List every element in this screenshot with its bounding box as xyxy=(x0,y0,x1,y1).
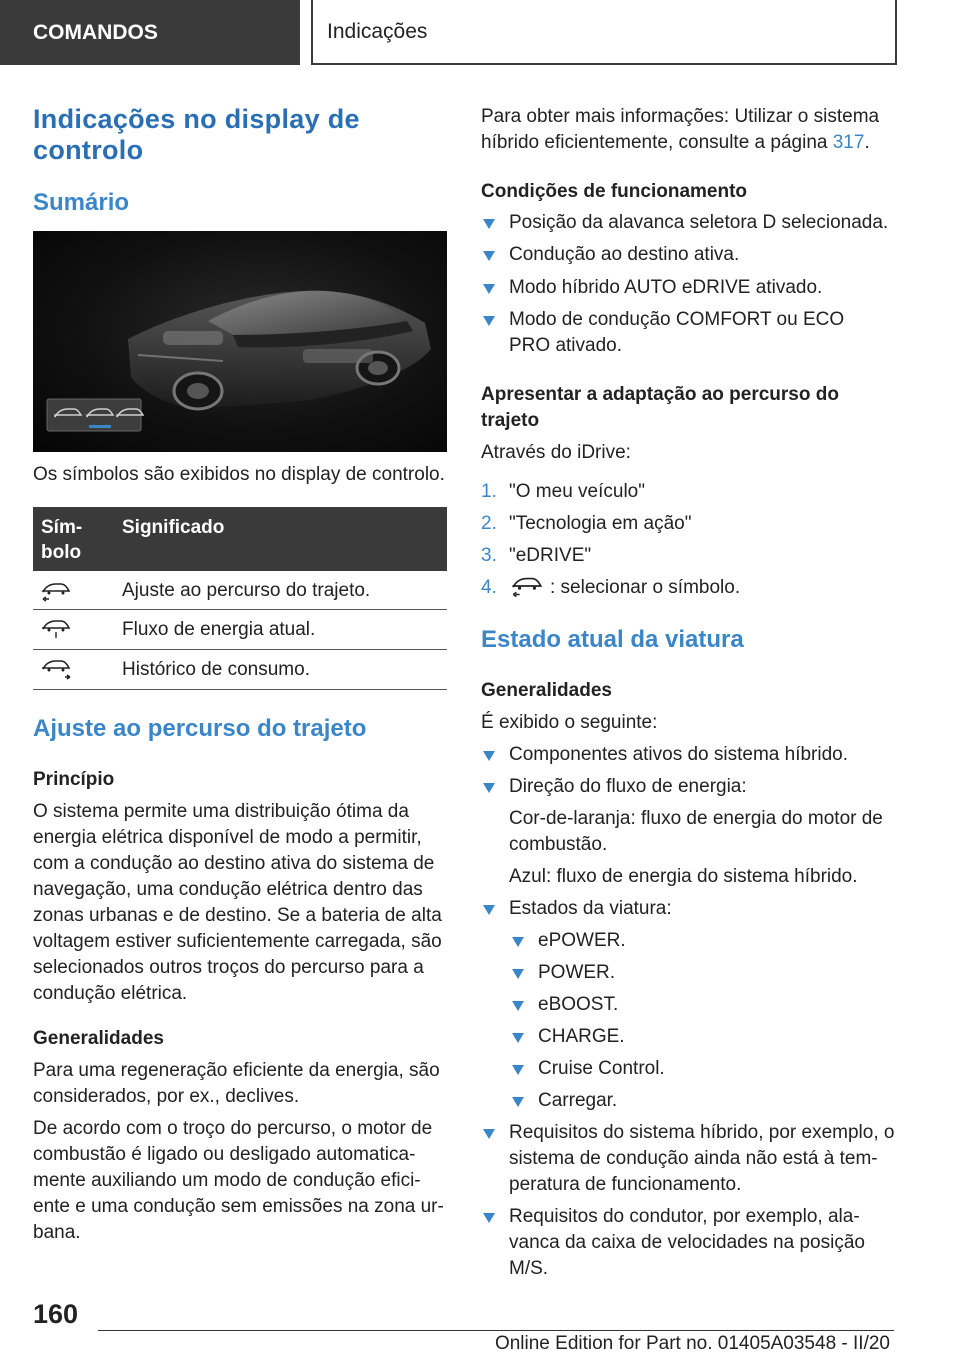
header-symbol-line1: Sím- xyxy=(41,517,83,538)
text-line: ente e uma condução sem emissões na zona ur- xyxy=(33,1196,444,1217)
table-row xyxy=(33,571,447,610)
exibido-text: É exibido o seguinte: xyxy=(481,712,658,733)
bullet-triangle-icon xyxy=(512,1097,524,1107)
section-tab: COMANDOS xyxy=(0,0,300,65)
text-line xyxy=(481,130,879,156)
list-item: Modo híbrido AUTO eDRIVE ativado. xyxy=(509,277,823,298)
text-line: combustão. xyxy=(509,834,608,855)
image-caption: Os símbolos são exibidos no display de controlo. xyxy=(33,464,445,485)
heading-estado: Estado atual da viatura xyxy=(481,626,744,653)
sub-list-item: POWER. xyxy=(538,962,616,983)
step-number: 1. xyxy=(481,481,497,502)
step-text: "O meu veículo" xyxy=(509,481,645,502)
text-line: Requisitos do condutor, por exemplo, ala- xyxy=(509,1206,860,1227)
list-item: Componentes ativos do sistema híbrido. xyxy=(509,744,849,765)
footer-divider xyxy=(98,1330,894,1331)
text-span: híbrido eficientemente, consulte a página xyxy=(481,132,833,153)
sub-list-item: ePOWER. xyxy=(538,930,626,951)
list-item: Condução ao destino ativa. xyxy=(509,244,740,265)
step-text: : selecionar o símbolo. xyxy=(550,577,741,598)
table-row xyxy=(33,610,447,650)
bullet-triangle-icon xyxy=(483,751,495,761)
text-span: . xyxy=(864,132,870,153)
text-line: voltagem estiver suficientemente carregada, são xyxy=(33,931,442,952)
text-line: M/S. xyxy=(509,1258,549,1279)
list-item: Estados da viatura: xyxy=(509,898,672,919)
list-item xyxy=(509,1204,865,1282)
text-line: Requisitos do sistema híbrido, por exemplo, o xyxy=(509,1122,895,1143)
text-line: Para uma regeneração eficiente da energia, são xyxy=(33,1060,440,1081)
step-text: "eDRIVE" xyxy=(509,545,592,566)
bullet-triangle-icon xyxy=(512,1001,524,1011)
text-line: selecionados outros troços do percurso para a xyxy=(33,957,424,978)
bullet-triangle-icon xyxy=(483,316,495,326)
heading-ajuste: Ajuste ao percurso do trajeto xyxy=(33,715,367,742)
bullet-triangle-icon xyxy=(483,251,495,261)
intro-paragraph xyxy=(481,104,879,156)
text-line: O sistema permite uma distribuição ótima da xyxy=(33,801,409,822)
idrive-intro: Através do iDrive: xyxy=(481,442,631,463)
header-symbol xyxy=(41,515,116,565)
bullet-triangle-icon xyxy=(483,1213,495,1223)
text-line: navegação, uma condução elétrica dentro das xyxy=(33,879,423,900)
generalidades-paragraph-1 xyxy=(33,1058,440,1110)
text-line: sistema de condução ainda não está à tem- xyxy=(509,1148,878,1169)
step-number: 4. xyxy=(481,577,497,598)
consumption-history-icon xyxy=(39,659,73,681)
list-item xyxy=(509,1120,894,1198)
list-item-detail: Azul: fluxo de energia do sistema híbrido. xyxy=(509,866,858,887)
text-line: condução elétrica. xyxy=(33,983,188,1004)
page-title xyxy=(33,104,360,166)
generalidades-paragraph-2 xyxy=(33,1116,444,1246)
text-line: energia elétrica disponível de modo a permitir, xyxy=(33,827,422,848)
text-line: Apresentar a adaptação ao percurso do xyxy=(481,384,839,405)
bullet-triangle-icon xyxy=(512,1033,524,1043)
route-adaptation-icon xyxy=(39,580,73,602)
text-line: De acordo com o troço do percurso, o motor de xyxy=(33,1118,433,1139)
sub-list-item: Cruise Control. xyxy=(538,1058,665,1079)
heading-apresentar xyxy=(481,382,839,434)
chapter-title-text: Indicações xyxy=(327,19,428,43)
header-symbol-line2: bolo xyxy=(41,542,82,563)
step-number: 2. xyxy=(481,513,497,534)
text-line: bana. xyxy=(33,1222,81,1243)
bullet-triangle-icon xyxy=(512,969,524,979)
heading-generalidades: Generalidades xyxy=(33,1028,164,1049)
text-line: mente auxiliando um modo de condução efici- xyxy=(33,1170,421,1191)
text-line: considerados, por ex., declives. xyxy=(33,1086,300,1107)
text-line: peratura de funcionamento. xyxy=(509,1174,742,1195)
row-text: Ajuste ao percurso do trajeto. xyxy=(122,580,371,601)
symbols-table xyxy=(33,507,447,690)
sub-list-item: Carregar. xyxy=(538,1090,618,1111)
route-adaptation-icon xyxy=(509,574,545,598)
text-line: com a condução ao destino ativa do sistema de xyxy=(33,853,435,874)
text-line: Cor-de-laranja: fluxo de energia do motor de xyxy=(509,808,883,829)
car-illustration xyxy=(33,231,447,452)
text-line: combustão é ligado ou desligado automatica- xyxy=(33,1144,416,1165)
bullet-triangle-icon xyxy=(483,284,495,294)
sub-list-item: CHARGE. xyxy=(538,1026,625,1047)
heading-sumario: Sumário xyxy=(33,189,130,216)
heading-principio: Princípio xyxy=(33,769,115,790)
step-number: 3. xyxy=(481,545,497,566)
footer-edition: Online Edition for Part no. 01405A03548 - II/20 xyxy=(494,1333,890,1354)
text-line: zonas urbanas e de destino. Se a bateria de alta xyxy=(33,905,442,926)
text-line: vanca da caixa de velocidades na posição xyxy=(509,1232,865,1253)
step-text: "Tecnologia em ação" xyxy=(509,513,692,534)
principio-paragraph xyxy=(33,799,442,1007)
text-line: Modo de condução COMFORT ou ECO xyxy=(509,309,845,330)
bullet-triangle-icon xyxy=(483,905,495,915)
text-line: Para obter mais informações: Utilizar o sistema xyxy=(481,106,880,127)
heading-generalidades-right: Generalidades xyxy=(481,680,612,701)
bullet-triangle-icon xyxy=(483,1129,495,1139)
page-number: 160 xyxy=(33,1299,79,1329)
list-item: Posição da alavanca seletora D selecionada. xyxy=(509,212,889,233)
bullet-triangle-icon xyxy=(483,783,495,793)
list-item: Direção do fluxo de energia: xyxy=(509,776,747,797)
heading-condicoes: Condições de funcionamento xyxy=(481,181,748,202)
page-title-line2: controlo xyxy=(33,135,144,165)
list-item xyxy=(509,307,844,359)
header-meaning: Significado xyxy=(122,517,225,538)
bullet-triangle-icon xyxy=(512,937,524,947)
list-item-detail xyxy=(509,806,883,858)
table-row xyxy=(33,650,447,690)
text-line: trajeto xyxy=(481,410,540,431)
car-display-image xyxy=(33,231,447,452)
bullet-triangle-icon xyxy=(512,1065,524,1075)
chapter-title xyxy=(311,0,897,65)
row-text: Fluxo de energia atual. xyxy=(122,619,316,640)
bullet-triangle-icon xyxy=(483,219,495,229)
page-title-line1: Indicações no display de xyxy=(33,104,360,134)
row-text: Histórico de consumo. xyxy=(122,659,310,680)
text-line: PRO ativado. xyxy=(509,335,622,356)
sub-list-item: eBOOST. xyxy=(538,994,619,1015)
page-link[interactable]: 317 xyxy=(832,132,865,153)
energy-flow-icon xyxy=(39,619,73,641)
table-header xyxy=(33,507,447,571)
